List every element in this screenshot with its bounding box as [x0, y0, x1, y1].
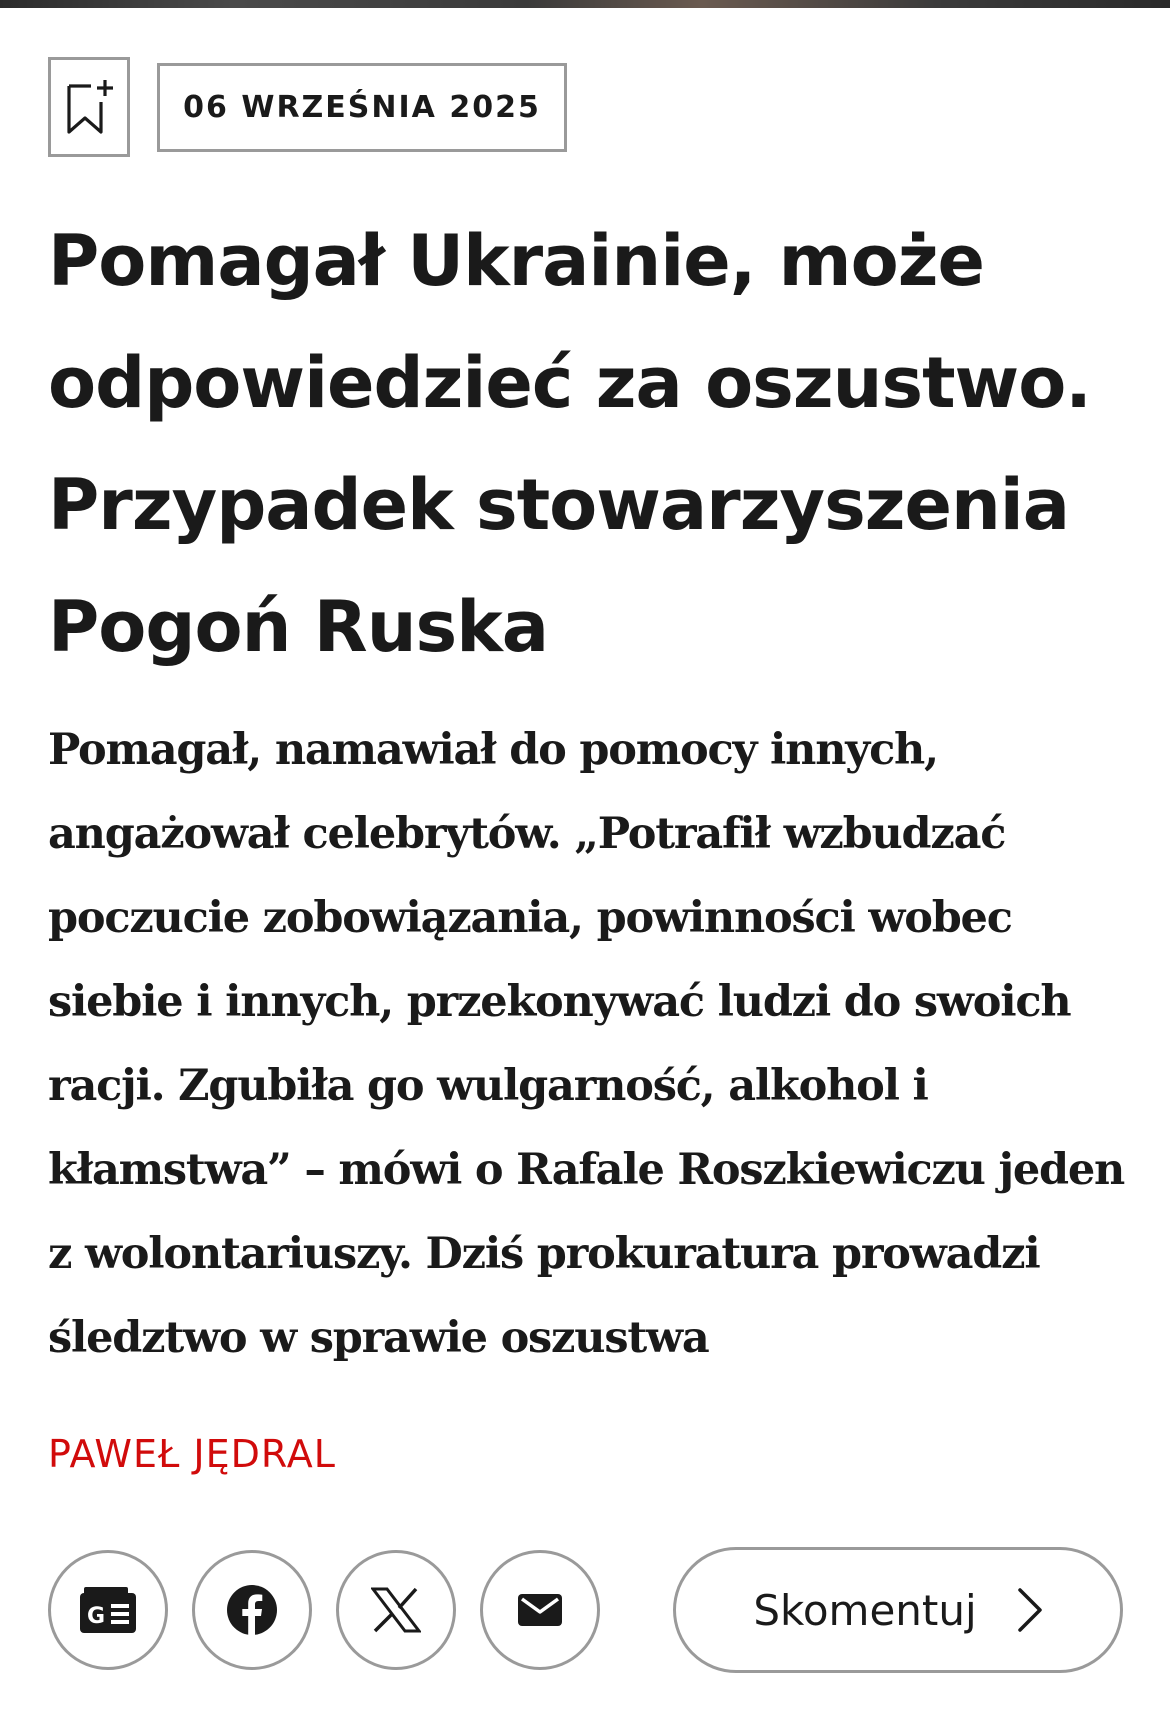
article-lead: Pomagał, namawiał do pomocy innych, angażował celebrytów. „Potrafił wzbudzać poczucie zobowiązania, powinności wobec siebie i innych, przekonywać ludzi do swoich racji. Zgubiła go wulgarność, alkohol i kłamstwa” – mówi o Rafale Roszkiewiczu jeden z wolontariuszy. Dziś prokuratura prowadzi śledztwo w sprawie oszustwa	[48, 725, 1125, 1363]
facebook-icon	[226, 1584, 278, 1636]
svg-text:G: G	[87, 1604, 106, 1629]
hero-image-edge	[0, 0, 1170, 8]
google-news-icon	[78, 1585, 138, 1635]
comment-button-label: Skomentuj	[753, 1585, 977, 1635]
facebook-share-button[interactable]	[192, 1550, 312, 1670]
comment-button[interactable]	[673, 1547, 1123, 1673]
publication-date: 06 WRZEŚNIA 2025	[157, 63, 567, 152]
author-link[interactable]: PAWEŁ JĘDRAL	[48, 1432, 336, 1476]
bookmark-add-button[interactable]	[48, 57, 130, 157]
mail-icon	[518, 1594, 562, 1626]
x-share-button[interactable]	[336, 1550, 456, 1670]
google-news-button[interactable]	[48, 1550, 168, 1670]
x-icon	[371, 1587, 421, 1633]
bookmark-add-icon	[63, 76, 115, 138]
email-share-button[interactable]	[480, 1550, 600, 1670]
share-toolbar	[48, 1550, 1128, 1672]
chevron-right-icon	[1017, 1587, 1043, 1633]
article-headline: Pomagał Ukrainie, może odpowiedzieć za oszustwo. Przypadek stowarzyszenia Pogoń Ruska	[48, 220, 1091, 668]
